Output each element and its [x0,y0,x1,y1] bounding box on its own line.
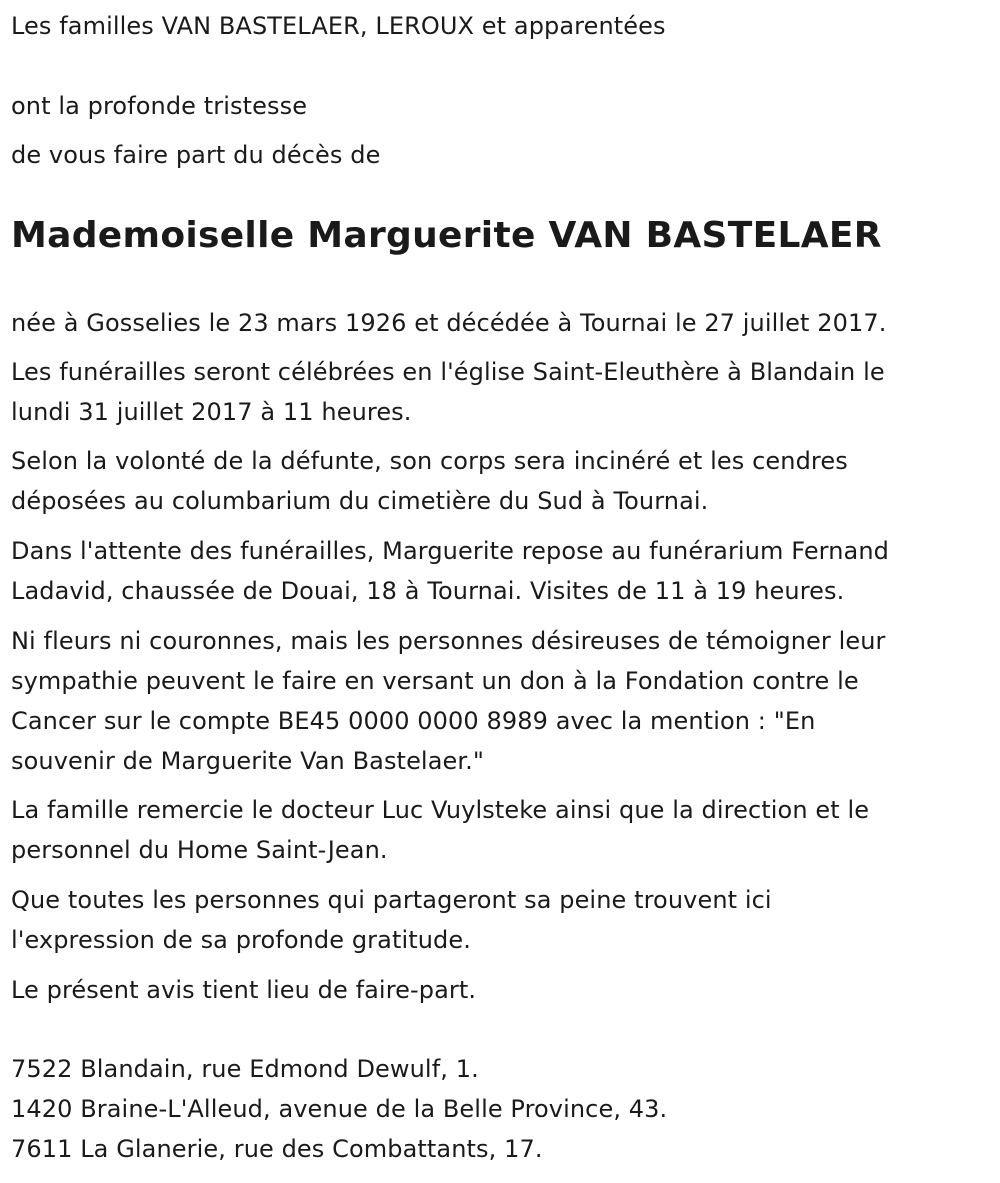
thanks-line-1: La famille remercie le docteur Luc Vuylsteke ainsi que la direction et le [11,796,870,824]
rest-line-2: Ladavid, chaussée de Douai, 18 à Tournai. Visites de 11 à 19 heures. [11,577,845,605]
rest-line-1: Dans l'attente des funérailles, Marguerite repose au funérarium Fernand [11,537,889,565]
sadness-line: ont la profonde tristesse [11,92,308,120]
address-line-1: 7522 Blandain, rue Edmond Dewulf, 1. [11,1055,479,1083]
donation-line-2: sympathie peuvent le faire en versant un don à la Fondation contre le [11,667,859,695]
donation-line-4: souvenir de Marguerite Van Bastelaer." [11,747,485,775]
gratitude-line-1: Que toutes les personnes qui partageront sa peine trouvent ici [11,886,772,914]
funeral-line-1: Les funérailles seront célébrées en l'église Saint-Eleuthère à Blandain le [11,358,885,386]
families-line: Les familles VAN BASTELAER, LEROUX et apparentées [11,12,666,40]
birth-death-line: née à Gosselies le 23 mars 1926 et décédée à Tournai le 27 juillet 2017. [11,309,887,337]
wishes-line-2: déposées au columbarium du cimetière du Sud à Tournai. [11,487,709,515]
address-line-2: 1420 Braine-L'Alleud, avenue de la Belle Province, 43. [11,1095,668,1123]
address-line-3: 7611 La Glanerie, rue des Combattants, 17. [11,1135,543,1163]
wishes-line-1: Selon la volonté de la défunte, son corps sera incinéré et les cendres [11,447,848,475]
gratitude-line-2: l'expression de sa profonde gratitude. [11,926,471,954]
announce-line: de vous faire part du décès de [11,141,381,169]
donation-line-1: Ni fleurs ni couronnes, mais les personnes désireuses de témoigner leur [11,627,886,655]
funeral-line-2: lundi 31 juillet 2017 à 11 heures. [11,398,412,426]
donation-line-3: Cancer sur le compte BE45 0000 0000 8989 avec la mention : "En [11,707,816,735]
notice-line: Le présent avis tient lieu de faire-part. [11,976,477,1004]
deceased-name: Mademoiselle Marguerite VAN BASTELAER [11,215,882,256]
thanks-line-2: personnel du Home Saint-Jean. [11,836,388,864]
